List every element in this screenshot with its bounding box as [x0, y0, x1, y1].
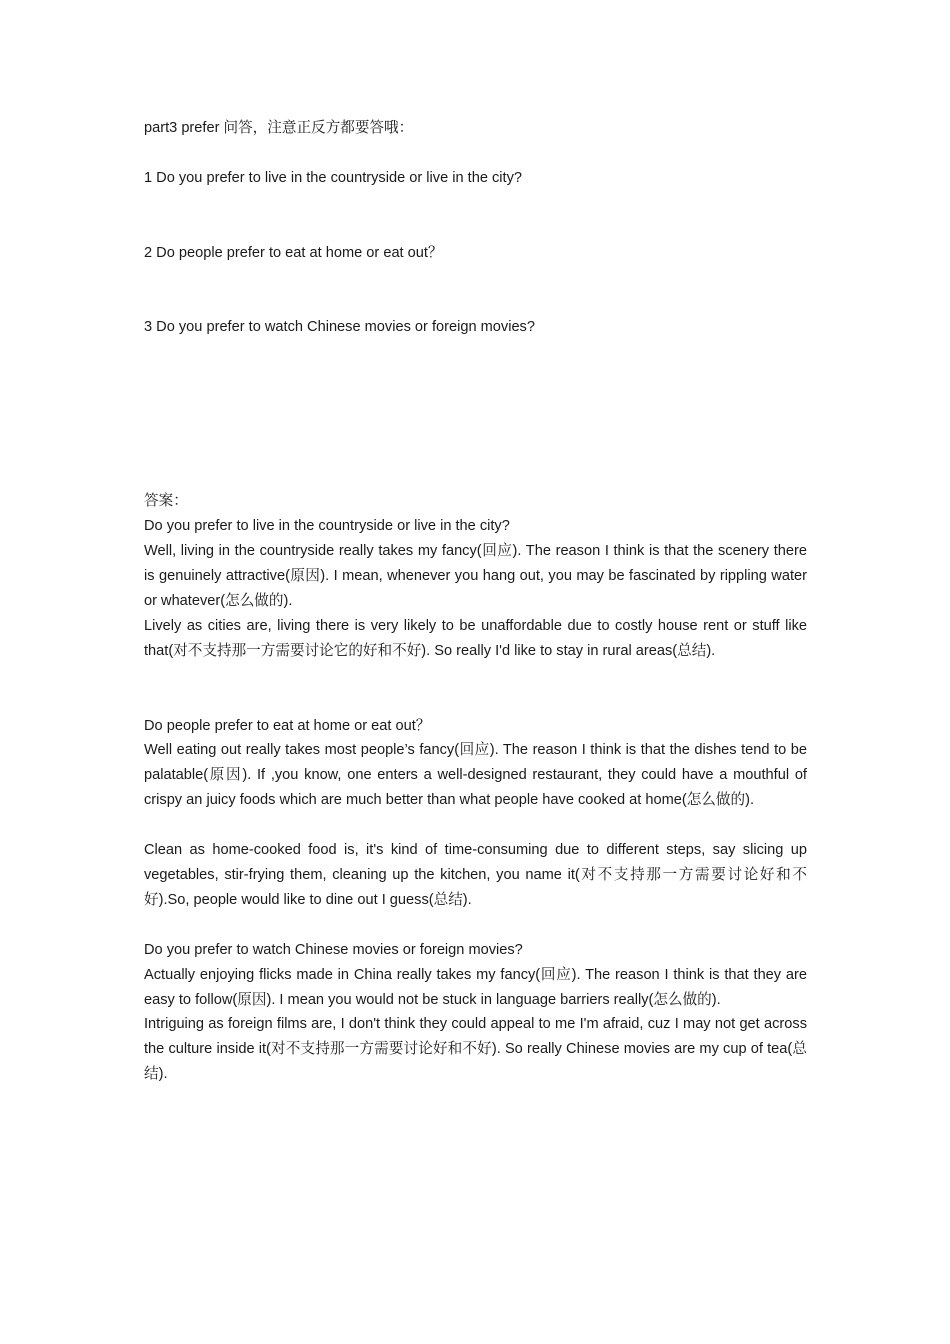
answer-1-question: Do you prefer to live in the countryside or live in the city? — [144, 518, 510, 534]
document-page — [144, 0, 807, 1344]
question-2: 2 Do people prefer to eat at home or eat out？ — [144, 245, 443, 261]
answer-1-paragraph-1: Well, living in the countryside really takes my fancy(回应). The reason I think is that the scenery there is genuinely attractive(原因). I mean, whenever you hang out, you may be fascinated by rippling water or whatever(怎么做的). — [144, 543, 807, 609]
question-3: 3 Do you prefer to watch Chinese movies or foreign movies? — [144, 319, 535, 335]
answer-1-paragraph-2: Lively as cities are, living there is very likely to be unaffordable due to costly house rent or stuff like that(对不支持那一方需要讨论它的好和不好). So really I'd like to stay in rural areas(总结). — [144, 618, 807, 659]
answer-3-question: Do you prefer to watch Chinese movies or foreign movies? — [144, 942, 523, 958]
answer-2-paragraph-1: Well eating out really takes most people’s fancy(回应). The reason I think is that the dishes tend to be palatable(原因). If ,you know, one enters a well-designed restaurant, they could have a mouthful of crispy an juicy foods which are much better than what people have cooked at home(怎么做的). — [144, 742, 807, 808]
answer-2-question: Do people prefer to eat at home or eat out？ — [144, 718, 431, 734]
answers-label: 答案： — [144, 493, 188, 509]
question-1: 1 Do you prefer to live in the countryside or live in the city? — [144, 170, 523, 186]
answer-3-paragraph-1: Actually enjoying flicks made in China really takes my fancy(回应). The reason I think is that they are easy to follow(原因). I mean you would not be stuck in language barriers really(怎么做的). — [144, 967, 807, 1008]
answer-2-paragraph-2: Clean as home-cooked food is, it's kind of time-consuming due to different steps, say slicing up vegetables, stir-frying them, cleaning up the kitchen, you name it(对不支持那一方需要讨论好和不好).So, people would like to dine out I guess(总结). — [144, 842, 807, 908]
document-heading: part3 prefer 问答，注意正反方都要答哦： — [144, 120, 414, 136]
answer-3-paragraph-2: Intriguing as foreign films are, I don't think they could appeal to me I'm afraid, cuz I may not get across the culture inside it(对不支持那一方需要讨论好和不好). So really Chinese movies are my cup of tea(总结). — [144, 1016, 807, 1082]
